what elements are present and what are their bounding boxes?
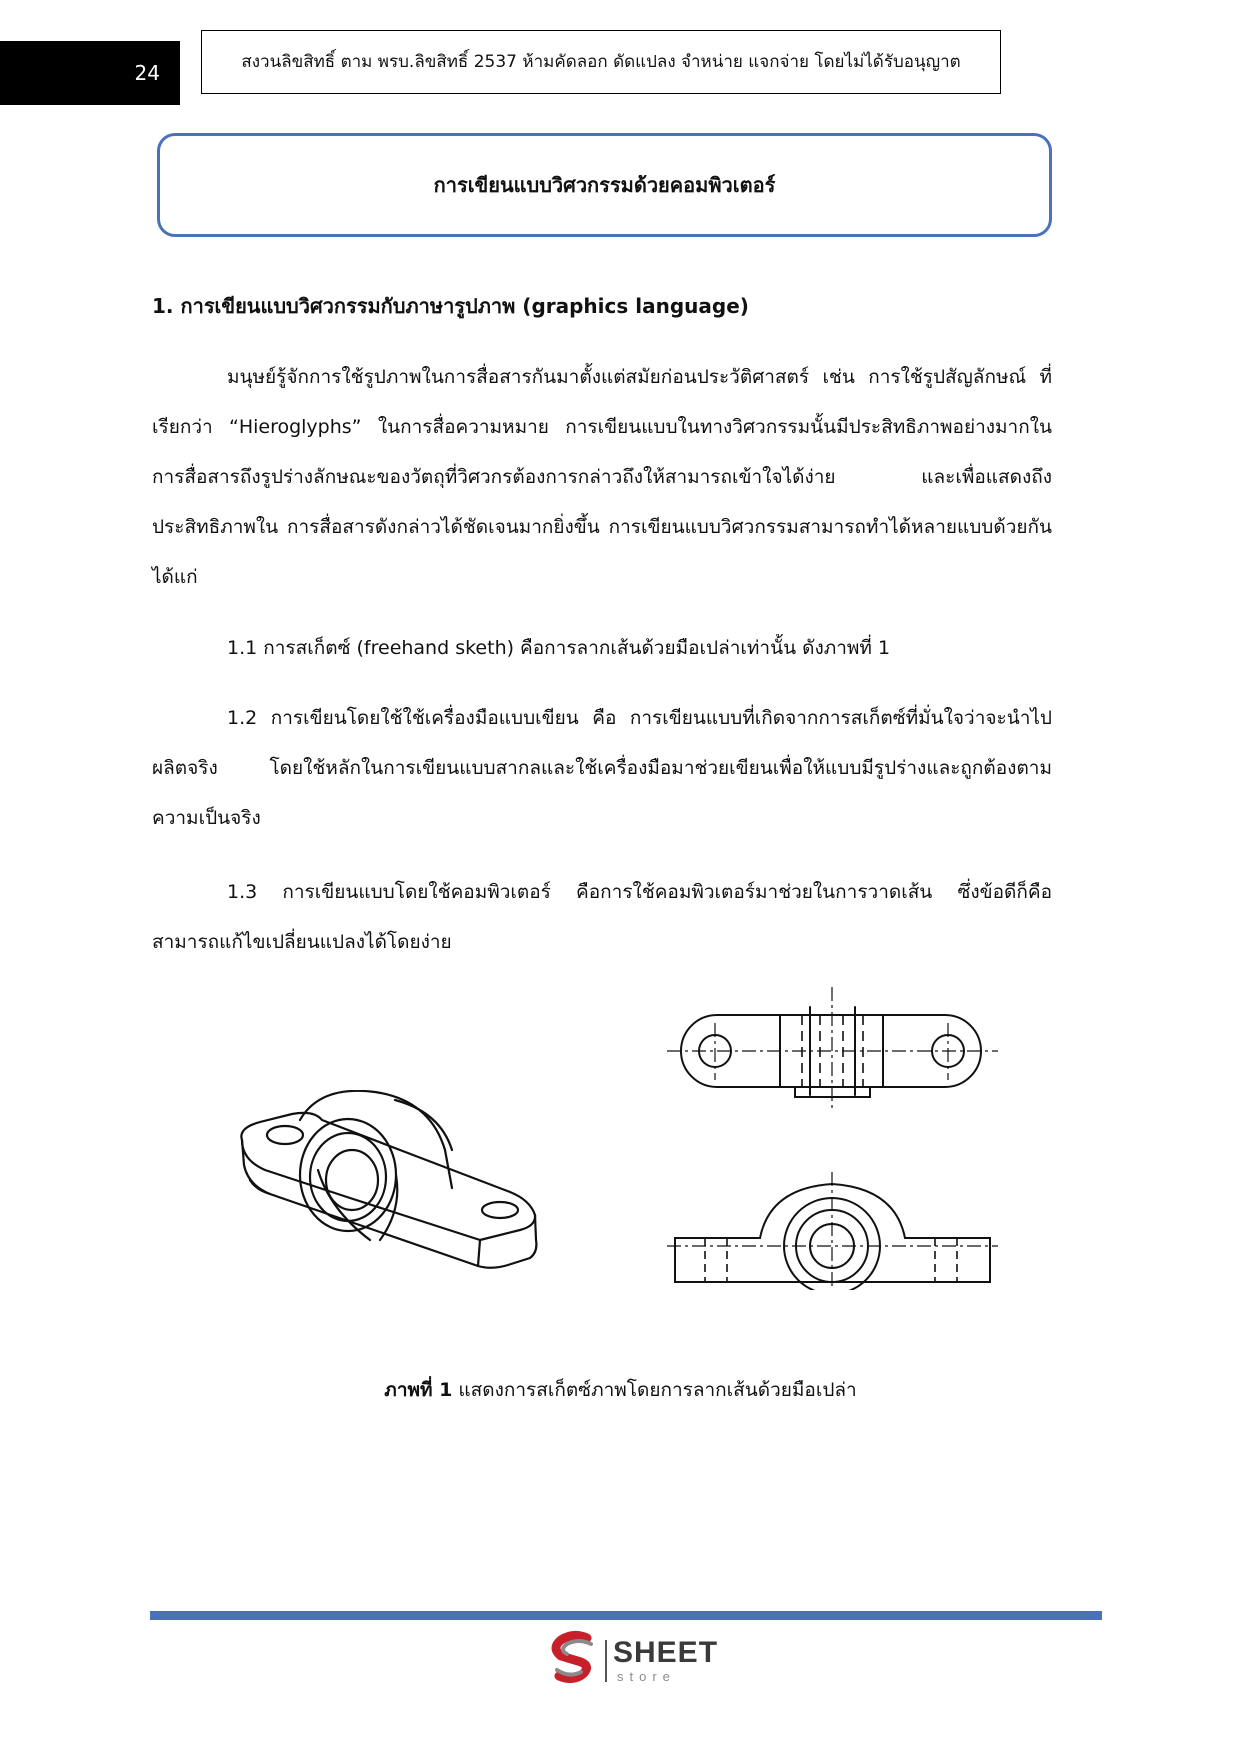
footer-rule — [150, 1611, 1102, 1620]
paragraph-1-1: 1.1 การสเก็ตซ์ (freehand sketh) คือการลากเส้นด้วยมือเปล่าเท่านั้น ดังภาพที่ 1 — [227, 637, 891, 659]
top-view-figure — [665, 985, 1000, 1115]
paragraph-1-2: 1.2 การเขียนโดยใช้ใช้เครื่องมือแบบเขียน คือ การเขียนแบบที่เกิดจากการสเก็ตซ์ที่มั่นใจว่าจะนำไปผลิตจริง โดยใช้หลักในการเขียนแบบสากลและใช้เครื่องมือมาช่วยเขียนเพื่อให้แบบมีรูปร่างและถูกต้องตามความเป็นจริง — [152, 707, 1052, 829]
page-number: 24 — [134, 61, 160, 85]
figure-caption-label: ภาพที่ 1 — [384, 1379, 453, 1401]
front-view-figure — [665, 1170, 1000, 1290]
sheet-store-s-icon — [547, 1630, 601, 1686]
isometric-sketch-figure — [230, 1090, 575, 1300]
logo-subword: store — [617, 1669, 676, 1684]
figure-caption — [0, 1375, 1241, 1405]
page-number-box — [0, 41, 180, 105]
paragraph-intro: มนุษย์รู้จักการใช้รูปภาพในการสื่อสารกันมาตั้งแต่สมัยก่อนประวัติศาสตร์ เช่น การใช้รูปสัญลักษณ์ ที่เรียกว่า “Hieroglyphs” ในการสื่อความหมาย การเขียนแบบในทางวิศวกรรมนั้นมีประสิทธิภาพอย่างมากในการสื่อสารถึงรูปร่างลักษณะของวัตถุที่วิศวกรต้องการกล่าวถึงให้สามารถเข้าใจได้ง่าย และเพื่อแสดงถึงประสิทธิภาพใน การสื่อสารดังกล่าวได้ชัดเจนมากยิ่งขึ้น การเขียนแบบวิศวกรรมสามารถทำได้หลายแบบด้วยกัน ได้แก่ — [152, 366, 1052, 588]
figure-caption-text: แสดงการสเก็ตซ์ภาพโดยการลากเส้นด้วยมือเปล่า — [452, 1379, 857, 1401]
chapter-title-box — [157, 133, 1052, 237]
paragraph-1-3: 1.3 การเขียนแบบโดยใช้คอมพิวเตอร์ คือการใช้คอมพิวเตอร์มาช่วยในการวาดเส้น ซึ่งข้อดีก็คือสามารถแก้ไขเปลี่ยนแปลงได้โดยง่าย — [152, 881, 1052, 953]
copyright-notice: สงวนลิขสิทธิ์ ตาม พรบ.ลิขสิทธิ์ 2537 ห้ามคัดลอก ดัดแปลง จำหน่าย แจกจ่าย โดยไม่ได้รับอนุญาต — [201, 30, 1001, 94]
logo-word: SHEET — [613, 1636, 719, 1669]
chapter-title: การเขียนแบบวิศวกรรมด้วยคอมพิวเตอร์ — [433, 173, 776, 197]
section-heading: 1. การเขียนแบบวิศวกรรมกับภาษารูปภาพ (graphics language) — [152, 294, 749, 318]
logo-divider — [605, 1640, 607, 1682]
